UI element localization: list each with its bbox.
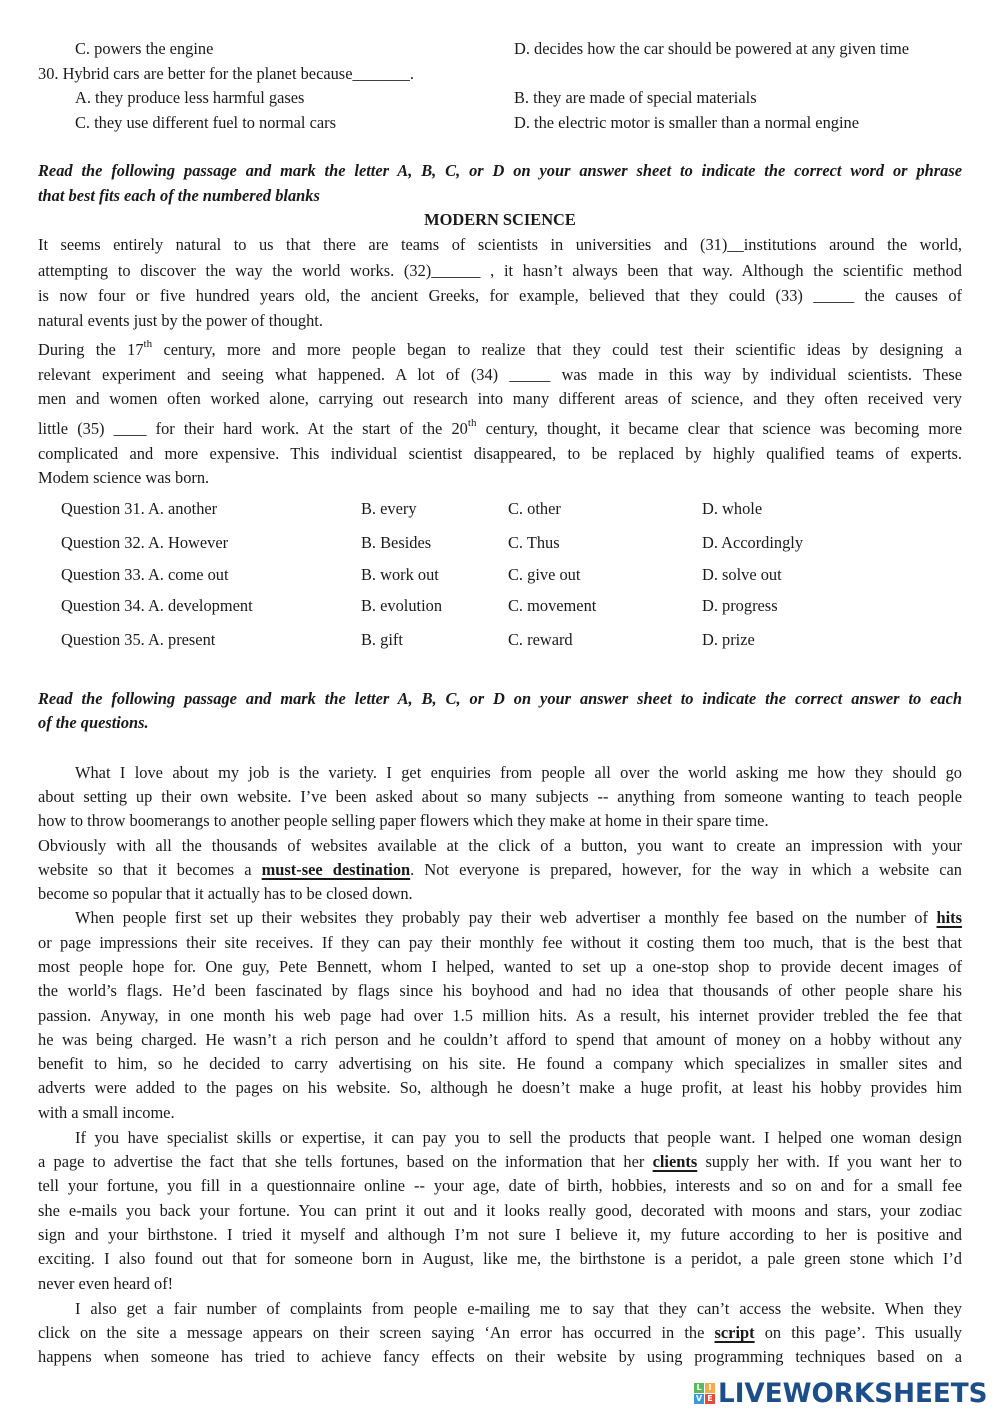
reading-line: a page to advertise the fact that she tells fortunes, based on the information that her clients supply her with. If you want her to	[38, 1152, 962, 1171]
option-b: B. every	[361, 499, 417, 518]
option-b: B. evolution	[361, 596, 443, 615]
option-d: D. Accordingly	[702, 533, 804, 552]
question-label: Question 33. A. come out	[61, 565, 229, 584]
underlined-term-clients: clients	[652, 1152, 698, 1171]
reading-line: about setting up their own website. I’ve been asked about so many subjects -- anything from someone wanting to teach people	[38, 787, 962, 806]
passage1-line: It seems entirely natural to us that there are teams of scientists in universities and (31)__institutions around the world,	[38, 235, 962, 254]
passage2-line: complicated and more expensive. This individual scientist disappeared, to be replaced by highly qualified teams of experts.	[38, 444, 962, 463]
passage2-line: relevant experiment and seeing what happened. A lot of (34) _____ was made in this way by individual scientists. These	[38, 365, 962, 384]
reading-line: most people hope for. One guy, Pete Bennett, whom I helped, wanted to set up a one-stop shop to provide decent images of	[38, 957, 962, 976]
passage1-line: is now four or five hundred years old, the ancient Greeks, for example, believed that they could (33) _____ the causes of	[38, 286, 962, 305]
reading-line: Obviously with all the thousands of websites available at the click of a button, you want to create an impression with your	[38, 836, 962, 855]
passage1-line: attempting to discover the way the world works. (32)______ , it hasn’t always been that way. Although the scientific method	[38, 261, 962, 280]
underlined-term-script: script	[714, 1323, 755, 1342]
section1-instruction: Read the following passage and mark the letter A, B, C, or D on your answer sheet to indicate the correct word or phrase	[38, 161, 962, 180]
reading-line: benefit to him, so he decided to carry advertising on his site. He found a company which specializes in smaller sites and	[38, 1054, 962, 1073]
option-d: D. progress	[702, 596, 778, 615]
option-c: C. reward	[508, 630, 573, 649]
reading-line: click on the site a message appears on their screen saying ‘An error has occurred in the script on this page’. This usually	[38, 1323, 963, 1342]
underlined-term-must-see-destination: must-see destination	[261, 860, 411, 879]
q30-option-d: D. the electric motor is smaller than a normal engine	[514, 113, 859, 132]
reading-line: she e-mails you back your fortune. You can print it out and it looks really good, decorated with moons and stars, your zodiac	[38, 1201, 962, 1220]
passage1-line: natural events just by the power of thought.	[38, 311, 323, 330]
passage2-line: During the 17th century, more and more people began to realize that they could test their scientific ideas by designing a	[38, 338, 962, 359]
reading-line: the world’s flags. He’d been fascinated by flags since his boyhood and had no idea that thousands of other people share his	[38, 981, 962, 1000]
option-c: C. give out	[508, 565, 581, 584]
reading-line: website so that it becomes a must-see destination. Not everyone is prepared, however, for the way in which a website can	[38, 860, 962, 879]
option-b: B. gift	[361, 630, 403, 649]
section2-instruction: Read the following passage and mark the letter A, B, C, or D on your answer sheet to indicate the correct answer to each	[38, 689, 962, 708]
liveworksheets-logo	[694, 1377, 996, 1409]
passage2-line: men and women often worked alone, carrying out research into many different areas of science, and they often received very	[38, 389, 962, 408]
reading-line: how to throw boomerangs to another people selling paper flowers which they make at home in their spare time.	[38, 811, 769, 830]
section1-instruction-cont: that best fits each of the numbered blanks	[38, 186, 320, 205]
question-label: Question 35. A. present	[61, 630, 216, 649]
reading-line: happens when someone has tried to achieve fancy effects on their website by using programming techniques based on a	[38, 1347, 962, 1366]
section2-instruction-cont: of the questions.	[38, 713, 149, 732]
option-c: C. Thus	[508, 533, 560, 552]
reading-line: he was being charged. He wasn’t a rich person and he couldn’t afford to spend that amount of money on a hobby without any	[38, 1030, 962, 1049]
q29-option-d: D. decides how the car should be powered at any given time	[514, 39, 910, 58]
question-label: Question 32. A. However	[61, 533, 229, 552]
live-grid-icon: L I V E	[694, 1383, 715, 1404]
reading-line: adverts were added to the pages on his website. So, although he doesn’t make a huge profit, at least his hobby provides him	[38, 1078, 962, 1097]
option-b: B. work out	[361, 565, 439, 584]
logo-text: LIVEWORKSHEETS	[718, 1377, 988, 1409]
q30-stem: 30. Hybrid cars are better for the planet because_______.	[38, 64, 414, 83]
option-c: C. movement	[508, 596, 597, 615]
question-label: Question 31. A. another	[61, 499, 218, 518]
option-d: D. solve out	[702, 565, 782, 584]
question-label: Question 34. A. development	[61, 596, 253, 615]
reading-line: sign and your birthstone. I tried it myself and although I’m not sure I believe it, my future according to her is positive and	[38, 1225, 962, 1244]
reading-line: What I love about my job is the variety. I get enquiries from people all over the world asking me how they should go	[75, 763, 962, 782]
reading-line: never even heard of!	[38, 1274, 174, 1293]
passage2-line: little (35) ____ for their hard work. At the start of the 20th century, thought, it became clear that science was becoming more	[38, 417, 962, 438]
reading-line: tell your fortune, you fill in a questionnaire online -- your age, date of birth, hobbies, interests and so on and for a small fee	[38, 1176, 962, 1195]
reading-line: with a small income.	[38, 1103, 175, 1122]
passage2-line: Modem science was born.	[38, 468, 210, 487]
reading-line: become so popular that it actually has to be closed down.	[38, 884, 413, 903]
reading-line: passion. Anyway, in one month his web page had over 1.5 million hits. As a result, his internet provider trebled the fee that	[38, 1006, 962, 1025]
q30-option-b: B. they are made of special materials	[514, 88, 757, 107]
option-d: D. whole	[702, 499, 763, 518]
option-b: B. Besides	[361, 533, 432, 552]
reading-line: I also get a fair number of complaints from people e-mailing me to say that they can’t access the website. When they	[75, 1299, 962, 1318]
reading-line: or page impressions their site receives. If they can pay their monthly fee without it costing them too much, that is the best that	[38, 933, 962, 952]
reading-line: If you have specialist skills or expertise, it can pay you to sell the products that people want. I helped one woman design	[75, 1128, 962, 1147]
reading-line: exciting. I also found out that for someone born in August, like me, the birthstone is a peridot, a pale green stone which I’d	[38, 1249, 962, 1268]
underlined-term-hits: hits	[936, 908, 962, 927]
q30-option-c: C. they use different fuel to normal cars	[75, 113, 336, 132]
q30-option-a: A. they produce less harmful gases	[75, 88, 305, 107]
passage-title: MODERN SCIENCE	[424, 210, 576, 229]
reading-line: When people first set up their websites they probably pay their web advertiser a monthly fee based on the number of hits	[75, 908, 962, 927]
option-c: C. other	[508, 499, 561, 518]
q29-option-c: C. powers the engine	[75, 39, 214, 58]
option-d: D. prize	[702, 630, 755, 649]
